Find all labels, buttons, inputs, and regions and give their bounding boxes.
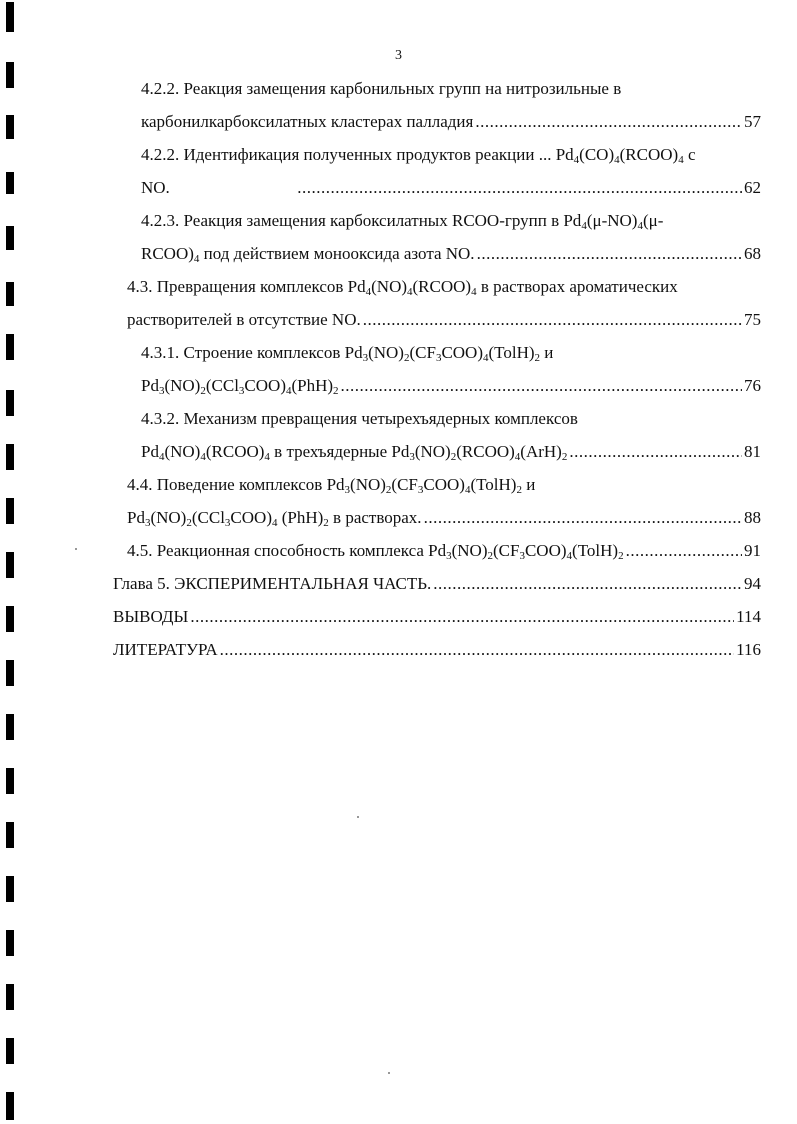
dot-leader: [190, 602, 734, 632]
binding-mark: [6, 714, 14, 740]
page-ref: 94: [744, 574, 761, 593]
entry-title: $RCOO)_4$ под действием монооксида азота NO.: [141, 244, 475, 265]
toc-entry-4-4-line1: 4.4. Поведение комплексов $Pd_3(NO)_2(CF_3COO)_4(TolH)_2$ и: [127, 475, 536, 496]
binding-mark: [6, 1092, 14, 1120]
toc-entry-chapter-5[interactable]: [113, 569, 761, 599]
scan-speck: [75, 548, 77, 550]
toc-entry-conclusions[interactable]: [113, 602, 761, 632]
dot-leader: [477, 239, 742, 269]
binding-mark: [6, 822, 14, 848]
toc-entry-4-3-line1: 4.3. Превращения комплексов $Pd_4(NO)_4(RCOO)_4$ в растворах ароматических: [127, 277, 678, 298]
toc-entry-4-2-3-line1: 4.2.3. Реакция замещения карбоксилатных RCOO-групп в $Pd_4(\mu-NO)_4(\mu-$: [141, 211, 664, 232]
page-ref: 114: [736, 607, 761, 626]
entry-title: 4.5. Реакционная способность комплекса $Pd_3(NO)_2(CF_3COO)_4(TolH)_2$: [127, 541, 624, 562]
dot-leader: [220, 635, 735, 665]
toc-entry-4-4[interactable]: [127, 503, 761, 533]
binding-mark: [6, 172, 14, 194]
toc-entry-4-3-1-line1: 4.3.1. Строение комплексов $Pd_3(NO)_2(CF_3COO)_4(TolH)_2$ и: [141, 343, 554, 364]
page-ref: 75: [744, 310, 761, 329]
binding-mark: [6, 876, 14, 902]
dot-leader: [363, 305, 742, 335]
entry-title: карбонилкарбоксилатных кластерах палладия: [141, 112, 474, 131]
toc-entry-4-3-2[interactable]: [141, 437, 761, 467]
entry-title: $Pd_3(NO)_2(CCl_3COO)_4(PhH)_2$: [141, 376, 339, 397]
scan-speck: [357, 816, 359, 818]
toc-entry-4-2-2-identification[interactable]: [141, 173, 761, 203]
binding-mark: [6, 334, 14, 360]
binding-mark: [6, 930, 14, 956]
page-ref: 88: [744, 508, 761, 527]
binding-mark: [6, 62, 14, 88]
page-ref: 57: [744, 112, 761, 131]
page-ref: 81: [744, 442, 761, 461]
page-ref: 116: [736, 640, 761, 659]
dot-leader: [569, 437, 742, 467]
binding-mark: [6, 552, 14, 578]
entry-title: ЛИТЕРАТУРА: [113, 640, 218, 659]
toc-entry-4-3-1[interactable]: [141, 371, 761, 401]
dot-leader: [433, 569, 742, 599]
page-ref: 62: [744, 178, 761, 197]
entry-title: $Pd_4(NO)_4(RCOO)_4$ в трехъядерные $Pd_3(NO)_2(RCOO)_4(ArH)_2$: [141, 442, 568, 463]
page-ref: 68: [744, 244, 761, 263]
binding-mark: [6, 498, 14, 524]
toc-entry-4-5[interactable]: [127, 536, 761, 566]
toc-entry-4-3-2-line1: 4.3.2. Механизм превращения четырехъядерных комплексов: [141, 409, 578, 428]
dot-leader: [341, 371, 742, 401]
binding-mark: [6, 660, 14, 686]
binding-mark: [6, 282, 14, 306]
toc-entry-4-3[interactable]: [127, 305, 761, 335]
entry-title: NO.: [141, 178, 170, 197]
dot-leader: [626, 536, 742, 566]
scan-speck: [388, 1072, 390, 1074]
toc-entry-4-2-2-identification-line1: 4.2.2. Идентификация полученных продуктов реакции ... $Pd_4(CO)_4(RCOO)_4$ с: [141, 145, 696, 166]
binding-marks: [6, 0, 16, 1124]
binding-mark: [6, 2, 14, 32]
binding-mark: [6, 1038, 14, 1064]
binding-mark: [6, 390, 14, 416]
binding-mark: [6, 606, 14, 632]
dot-leader: [297, 173, 742, 203]
binding-mark: [6, 226, 14, 250]
toc-entry-4-2-2-substitution[interactable]: [141, 107, 761, 137]
entry-title: растворителей в отсутствие NO.: [127, 310, 361, 329]
page-ref: 76: [744, 376, 761, 395]
binding-mark: [6, 768, 14, 794]
dot-leader: [475, 107, 742, 137]
entry-title: Глава 5. ЭКСПЕРИМЕНТАЛЬНАЯ ЧАСТЬ.: [113, 574, 432, 593]
entry-title: ВЫВОДЫ: [113, 607, 189, 626]
binding-mark: [6, 984, 14, 1010]
toc-entry-4-2-2-substitution-line1: 4.2.2. Реакция замещения карбонильных групп на нитрозильные в: [141, 79, 622, 98]
toc-entry-4-2-3[interactable]: [141, 239, 761, 269]
binding-mark: [6, 444, 14, 470]
page-ref: 91: [744, 541, 761, 560]
page-number: 3: [395, 48, 402, 63]
dot-leader: [424, 503, 742, 533]
entry-title: $Pd_3(NO)_2(CCl_3COO)_4$ $(PhH)_2$ в растворах.: [127, 508, 422, 529]
binding-mark: [6, 115, 14, 139]
toc-entry-literature[interactable]: [113, 635, 761, 665]
